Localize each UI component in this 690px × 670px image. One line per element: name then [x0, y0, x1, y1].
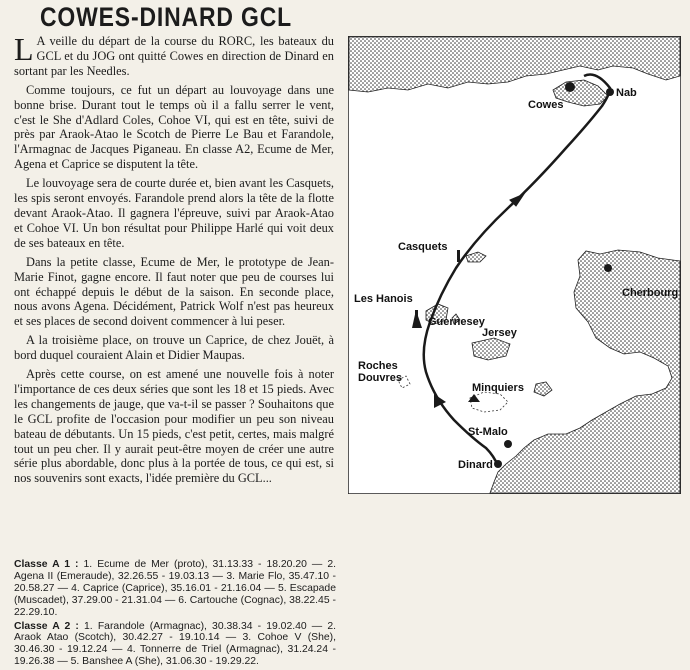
- drop-cap: L: [14, 31, 34, 67]
- results-class-a2: [14, 621, 336, 669]
- results-class-body: 1. Farandole (Armagnac), 30.38.34 - 19.02.40 — 2. Araok Atao (Scotch), 30.42.27 - 19.10.14 — 3. Cohoe V (She), 30.46.30 - 19.12.24 — 4. Tonnerre de Triel (Armagnac), 31.24.24 - 19.26.38 — 5. Banshee A (She), 31.06.30 - 19.29.22.: [14, 620, 337, 668]
- results-class-a1: [14, 559, 336, 619]
- article-paragraph: Le louvoyage sera de courte durée et, bien avant les Casquets, les spis seront envoyés. Farandole prend alors la tête de la flotte devant Araok-Atao. Il gagnera l'épreuve, suivi par Araok-Atao et Cohoe VI. Un bon résultat pour Philippe Harlé qui voit deux de ses bateaux en tête.: [14, 176, 334, 250]
- article-body: [14, 31, 334, 490]
- article-paragraph: A la troisième place, on trouve un Caprice, de chez Jouët, à bord duquel couraient Alain et Didier Maupas.: [14, 333, 334, 363]
- article-paragraph: L A veille du départ de la course du RORC, les bateaux du GCL et du JOG ont quitté Cowes en direction de Dinard en sortant par les Needles.: [14, 31, 334, 78]
- les-hanois-lighthouse-icon: [415, 310, 418, 322]
- map-label-cherbourg: Cherbourg: [622, 287, 679, 299]
- map-label-nab: Nab: [616, 87, 637, 99]
- map-label-dinard: Dinard: [458, 459, 493, 471]
- map-label-minquiers: Minquiers: [472, 382, 524, 394]
- article-title: COWES-DINARD GCL: [40, 2, 293, 32]
- route-map: [348, 36, 681, 494]
- dinard-marker: [494, 460, 502, 468]
- nab-marker: [606, 88, 614, 96]
- map-label-douvres: Douvres: [358, 372, 403, 384]
- map-label-roches: Roches: [358, 360, 398, 372]
- cowes-marker: [565, 82, 575, 92]
- cherbourg-marker: [604, 264, 612, 272]
- article-paragraph: Comme toujours, ce fut un départ au louvoyage dans une bonne brise. Durant tout le temps où il a fallu serrer le vent, c'est le She d'Adlard Coles, Cohoe VI, qui est en tête, suivi de près par Araok-Atao le Scotch de Pierre Le Bau et Farandole, l'Armagnac de Jacques Piganeau. En classe A2, Ecume de Mer, Agena et Caprice se disputent la tête.: [14, 82, 334, 172]
- map-label-guernesey: Guernesey: [428, 316, 485, 328]
- results-class-body: 1. Ecume de Mer (proto), 31.13.33 - 18.20.20 — 2. Agena II (Emeraude), 32.26.55 - 19.03.13 — 3. Marie Flo, 35.47.10 - 20.58.27 — 4. Caprice (Caprice), 35.16.01 - 21.16.04 — 5. Escapade (Muscadet), 37.29.00 - 21.31.04 — 6. Cartouche (Cognac), 38.22.45 - 22.29.10.: [14, 559, 336, 618]
- article-paragraph: Dans la petite classe, Ecume de Mer, le prototype de Jean-Marie Finot, gagne encore. Il faut noter que peu de courses lui ont échappé depuis le début de la saison. En seconde place, nous avons Agena. Décidément, Patrick Wolf n'est pas heureux et ses places de second doivent commencer à lui peser.: [14, 254, 334, 329]
- race-results: [14, 559, 336, 670]
- map-label-les-hanois: Les Hanois: [354, 293, 413, 305]
- map-label-st-malo: St-Malo: [468, 426, 508, 438]
- map-label-jersey: Jersey: [482, 327, 517, 339]
- article-paragraph: Après cette course, on est amené une nouvelle fois à noter l'importance de ces deux séries que sont les 18 et 15 pieds. Avec les changements de jauge, que va-t-il se passer ? Souhaitons que le GCL profite de l'occasion pour modifier un peu son niveau bateau de débutants. Un 15 pieds, c'est petit, certes, mais malgré tout un peu cher. Il y aurait peut-être moyen de créer une autre série plus abordable, donc plus à la portée de tous, ce qui est, si nos souvenirs sont exacts, l'idée première du GCL...: [14, 367, 334, 486]
- map-label-cowes: Cowes: [528, 99, 564, 111]
- map-label-casquets: Casquets: [398, 241, 448, 253]
- results-class-heading: Classe A 1 :: [14, 559, 79, 570]
- results-class-heading: Classe A 2 :: [14, 620, 79, 632]
- casquets-lighthouse-icon: [457, 250, 460, 262]
- st-malo-marker: [504, 440, 512, 448]
